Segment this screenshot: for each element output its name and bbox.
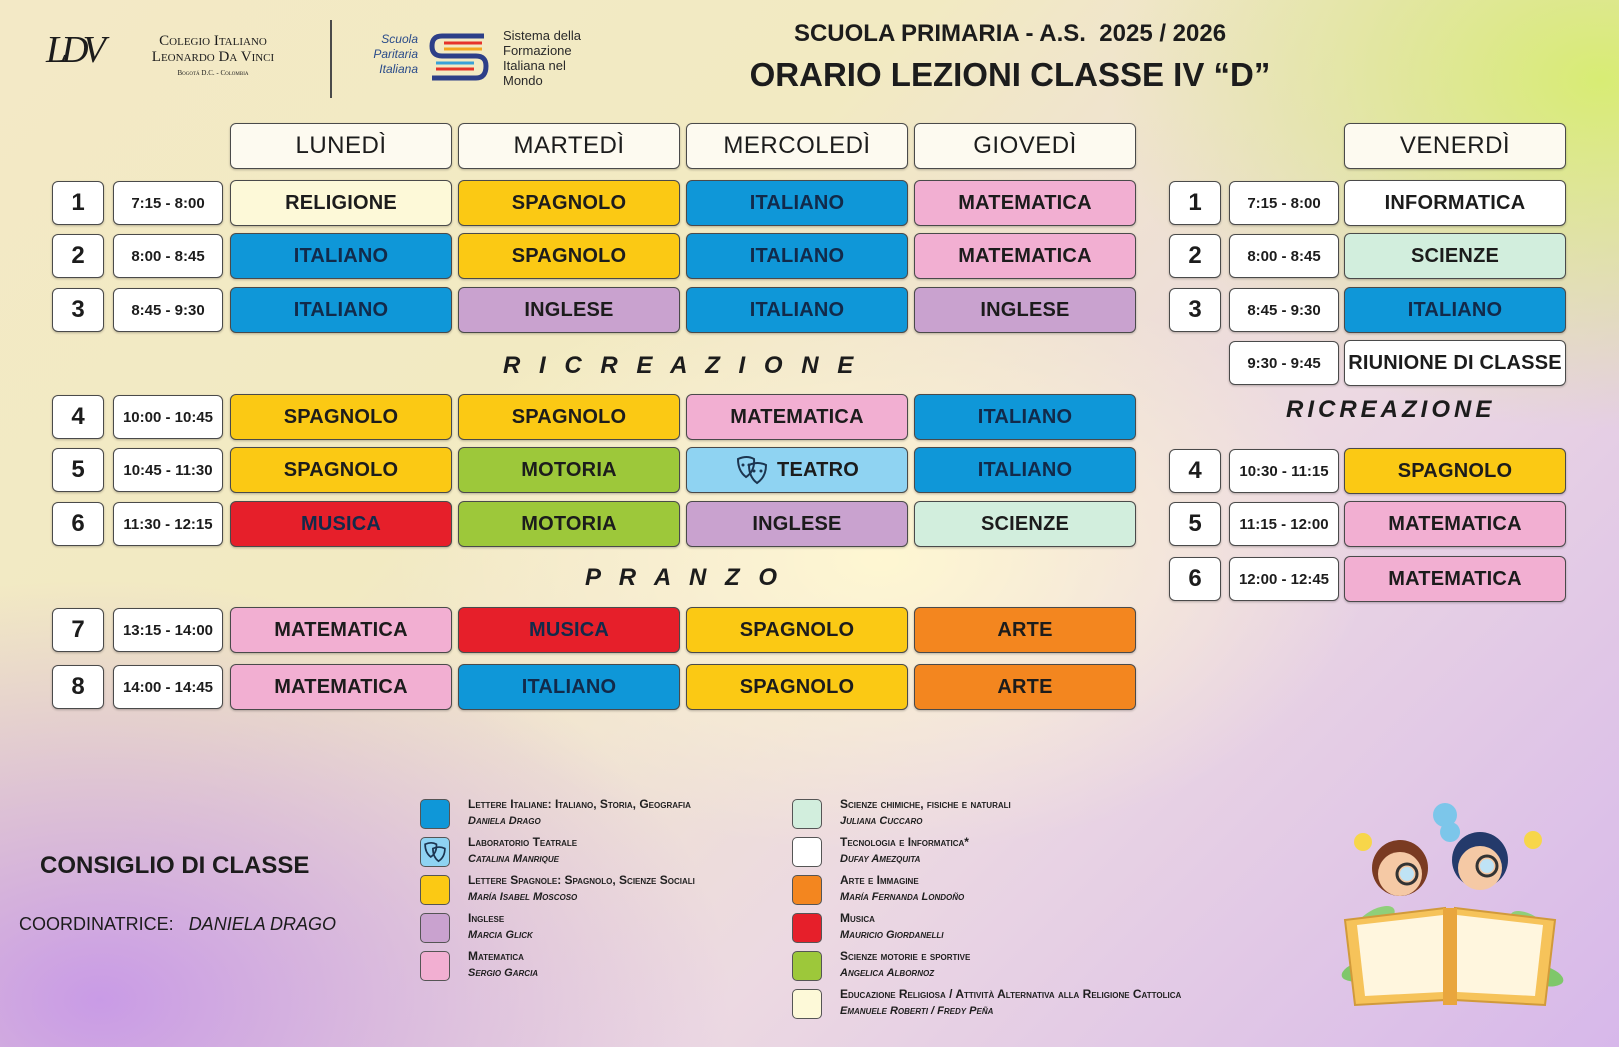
lesson-cell[interactable] — [458, 607, 680, 653]
lesson-cell[interactable] — [686, 394, 908, 440]
legend-teacher: María Fernanda Londoño — [840, 891, 965, 903]
lesson-label: MATEMATICA — [1388, 512, 1522, 535]
lesson-cell[interactable] — [230, 233, 452, 279]
school-logo — [46, 28, 120, 86]
lesson-label: TEATRO — [777, 458, 859, 481]
lesson-label: SPAGNOLO — [511, 405, 627, 428]
lesson-label: SPAGNOLO — [739, 618, 855, 641]
lesson-label: RIUNIONE DI CLASSE — [1348, 351, 1562, 374]
legend-swatch — [792, 951, 822, 981]
legend-swatch — [420, 799, 450, 829]
lesson-cell[interactable] — [914, 233, 1136, 279]
coordinator-name: DANIELA DRAGO — [188, 914, 337, 934]
school-name-line1: Colegio Italiano — [159, 33, 267, 49]
lesson-label: ITALIANO — [977, 405, 1073, 428]
legend-swatch — [420, 951, 450, 981]
lesson-cell[interactable] — [914, 607, 1136, 653]
lesson-cell[interactable] — [1344, 501, 1566, 547]
lesson-label: INGLESE — [980, 298, 1070, 321]
break-recess-label: R I C R E A Z I O N E — [503, 352, 860, 379]
period-time: 7:15 - 8:00 — [1229, 181, 1339, 225]
legend-teacher: Mauricio Giordanelli — [840, 929, 944, 941]
lesson-label: ITALIANO — [749, 191, 845, 214]
period-time: 11:30 - 12:15 — [113, 502, 223, 546]
lesson-label: SPAGNOLO — [511, 244, 627, 267]
day-header-0: LUNEDÌ — [230, 123, 452, 169]
paritaria-text — [360, 32, 418, 77]
lesson-cell[interactable] — [230, 287, 452, 333]
lesson-cell[interactable] — [914, 394, 1136, 440]
kids-reading-illustration — [1335, 800, 1565, 1015]
lesson-cell[interactable] — [458, 180, 680, 226]
lesson-cell[interactable] — [230, 394, 452, 440]
theater-masks-icon — [735, 455, 777, 485]
lesson-label: SCIENZE — [980, 512, 1070, 535]
legend-subject: Educazione Religiosa / Attività Alternativa alla Religione Cattolica — [840, 987, 1182, 1001]
period-number: 6 — [52, 502, 104, 546]
lesson-label: ITALIANO — [293, 244, 389, 267]
lesson-cell[interactable] — [230, 447, 452, 493]
lesson-cell[interactable] — [1344, 340, 1566, 386]
break-recess-label-friday: RICREAZIONE — [1286, 396, 1496, 423]
period-time: 8:00 - 8:45 — [113, 234, 223, 278]
period-number: 8 — [52, 665, 104, 709]
lesson-label: ITALIANO — [749, 298, 845, 321]
lesson-cell[interactable] — [686, 664, 908, 710]
lesson-label: MUSICA — [300, 512, 382, 535]
theater-masks-icon — [423, 841, 447, 863]
paritaria-line2: Paritaria — [373, 47, 418, 61]
break-lunch-label: P R A N Z O — [585, 564, 783, 591]
lesson-cell[interactable] — [686, 233, 908, 279]
lesson-cell[interactable] — [1344, 180, 1566, 226]
legend-swatch — [792, 837, 822, 867]
day-header-friday: VENERDÌ — [1344, 123, 1566, 169]
lesson-cell[interactable] — [230, 664, 452, 710]
period-number: 2 — [1169, 234, 1221, 278]
legend-subject: Matematica — [468, 949, 524, 963]
lesson-cell[interactable] — [914, 287, 1136, 333]
lesson-label: SPAGNOLO — [511, 191, 627, 214]
lesson-cell[interactable] — [230, 180, 452, 226]
coordinator-line — [19, 914, 336, 935]
legend-teacher: Angelica Albornoz — [840, 967, 935, 979]
legend-subject: Inglese — [468, 911, 505, 925]
legend-subject: Laboratorio Teatrale — [468, 835, 578, 849]
day-header-1: MARTEDÌ — [458, 123, 680, 169]
school-name-line2: Leonardo Da Vinci — [151, 49, 275, 65]
legend-subject: Musica — [840, 911, 875, 925]
sistema-text — [503, 28, 581, 88]
period-number: 5 — [52, 448, 104, 492]
period-number: 3 — [1169, 288, 1221, 332]
lesson-label: ITALIANO — [293, 298, 389, 321]
legend-teacher: Emanuele Roberti / Fredy Peña — [840, 1005, 994, 1017]
council-heading: CONSIGLIO DI CLASSE — [40, 852, 310, 879]
period-time: 8:45 - 9:30 — [1229, 288, 1339, 332]
lesson-cell[interactable] — [458, 447, 680, 493]
school-name — [128, 33, 298, 77]
lesson-label: MATEMATICA — [274, 618, 408, 641]
lesson-cell[interactable] — [458, 233, 680, 279]
period-time: 10:30 - 11:15 — [1229, 449, 1339, 493]
legend-subject: Tecnologia e Informatica* — [840, 835, 969, 849]
lesson-cell[interactable] — [914, 664, 1136, 710]
period-number: 4 — [1169, 449, 1221, 493]
legend-swatch — [792, 799, 822, 829]
paritaria-line1: Scuola — [381, 32, 418, 46]
legend-swatch — [420, 837, 450, 867]
lesson-label: MATEMATICA — [958, 244, 1092, 267]
period-time: 9:30 - 9:45 — [1229, 341, 1339, 385]
legend-subject: Lettere Spagnole: Spagnolo, Scienze Sociali — [468, 873, 695, 887]
legend-subject: Arte e Immagine — [840, 873, 919, 887]
period-number: 3 — [52, 288, 104, 332]
period-time: 8:00 - 8:45 — [1229, 234, 1339, 278]
lesson-label: INGLESE — [752, 512, 842, 535]
period-number: 1 — [52, 181, 104, 225]
period-time: 8:45 - 9:30 — [113, 288, 223, 332]
lesson-label: ITALIANO — [977, 458, 1073, 481]
day-header-2: MERCOLEDÌ — [686, 123, 908, 169]
period-time: 10:45 - 11:30 — [113, 448, 223, 492]
page-title: ORARIO LEZIONI CLASSE IV “D” — [749, 56, 1271, 93]
period-number: 2 — [52, 234, 104, 278]
lesson-cell[interactable] — [686, 607, 908, 653]
page-subtitle: SCUOLA PRIMARIA - A.S. 2025 / 2026 — [793, 20, 1227, 47]
lesson-cell[interactable] — [458, 394, 680, 440]
lesson-cell[interactable] — [458, 287, 680, 333]
lesson-cell[interactable] — [914, 447, 1136, 493]
lesson-cell[interactable] — [230, 501, 452, 547]
legend-swatch — [792, 989, 822, 1019]
lesson-label: MUSICA — [528, 618, 610, 641]
sistema-logo-icon — [424, 28, 494, 86]
lesson-cell[interactable] — [458, 501, 680, 547]
period-number: 4 — [52, 395, 104, 439]
period-time: 11:15 - 12:00 — [1229, 502, 1339, 546]
period-time: 10:00 - 10:45 — [113, 395, 223, 439]
lesson-cell[interactable] — [1344, 287, 1566, 333]
lesson-label: MOTORIA — [521, 458, 617, 481]
lesson-label: ITALIANO — [1407, 298, 1503, 321]
paritaria-line3: Italiana — [379, 62, 418, 76]
legend-swatch — [792, 875, 822, 905]
lesson-cell[interactable] — [686, 447, 908, 493]
legend-swatch — [420, 913, 450, 943]
lesson-label: MATEMATICA — [1388, 567, 1522, 590]
sistema-line2: Formazione — [503, 43, 572, 58]
header-divider — [330, 20, 332, 98]
lesson-label: SPAGNOLO — [739, 675, 855, 698]
legend-swatch — [792, 913, 822, 943]
period-number: 5 — [1169, 502, 1221, 546]
period-time: 13:15 - 14:00 — [113, 608, 223, 652]
sistema-line4: Mondo — [503, 73, 543, 88]
lesson-label: SPAGNOLO — [283, 458, 399, 481]
period-number: 1 — [1169, 181, 1221, 225]
sistema-line1: Sistema della — [503, 28, 582, 43]
lesson-cell[interactable] — [914, 180, 1136, 226]
lesson-cell[interactable] — [1344, 448, 1566, 494]
legend-subject: Scienze chimiche, fisiche e naturali — [840, 797, 1011, 811]
legend-teacher: Catalina Manrique — [468, 853, 559, 865]
legend-teacher: Sergio Garcia — [468, 967, 539, 979]
lesson-cell[interactable] — [458, 664, 680, 710]
legend-swatch — [420, 875, 450, 905]
legend-subject: Lettere Italiane: Italiano, Storia, Geografia — [468, 797, 691, 811]
lesson-label: MOTORIA — [521, 512, 617, 535]
day-header-3: GIOVEDÌ — [914, 123, 1136, 169]
lesson-label: ITALIANO — [521, 675, 617, 698]
lesson-label: INGLESE — [524, 298, 614, 321]
period-number: 6 — [1169, 557, 1221, 601]
legend-teacher: Juliana Cuccaro — [840, 815, 923, 827]
coordinator-label: COORDINATRICE: — [19, 914, 174, 934]
logo-monogram: LDV — [46, 29, 100, 71]
lesson-label: MATEMATICA — [958, 191, 1092, 214]
legend-teacher: Marcia Glick — [468, 929, 533, 941]
period-number: 7 — [52, 608, 104, 652]
lesson-label: ARTE — [997, 618, 1053, 641]
period-time: 12:00 - 12:45 — [1229, 557, 1339, 601]
lesson-cell[interactable] — [686, 501, 908, 547]
school-location: Bogotá D.C. - Colombia — [177, 69, 249, 77]
lesson-cell[interactable] — [686, 287, 908, 333]
lesson-label: MATEMATICA — [274, 675, 408, 698]
lesson-cell[interactable] — [1344, 556, 1566, 602]
lesson-cell[interactable] — [1344, 233, 1566, 279]
period-time: 7:15 - 8:00 — [113, 181, 223, 225]
lesson-label: MATEMATICA — [730, 405, 864, 428]
lesson-label: SCIENZE — [1410, 244, 1500, 267]
period-time: 14:00 - 14:45 — [113, 665, 223, 709]
lesson-cell[interactable] — [230, 607, 452, 653]
legend-subject: Scienze motorie e sportive — [840, 949, 971, 963]
lesson-label: SPAGNOLO — [1397, 459, 1513, 482]
lesson-label: SPAGNOLO — [283, 405, 399, 428]
legend-teacher: María Isabel Moscoso — [468, 891, 578, 903]
lesson-label: RELIGIONE — [285, 191, 397, 214]
legend-teacher: Dufay Amezquita — [840, 853, 921, 865]
lesson-label: ARTE — [997, 675, 1053, 698]
legend-teacher: Daniela Drago — [468, 815, 541, 827]
lesson-cell[interactable] — [914, 501, 1136, 547]
lesson-label: ITALIANO — [749, 244, 845, 267]
lesson-cell[interactable] — [686, 180, 908, 226]
lesson-label: INFORMATICA — [1384, 191, 1526, 214]
sistema-line3: Italiana nel — [503, 58, 566, 73]
